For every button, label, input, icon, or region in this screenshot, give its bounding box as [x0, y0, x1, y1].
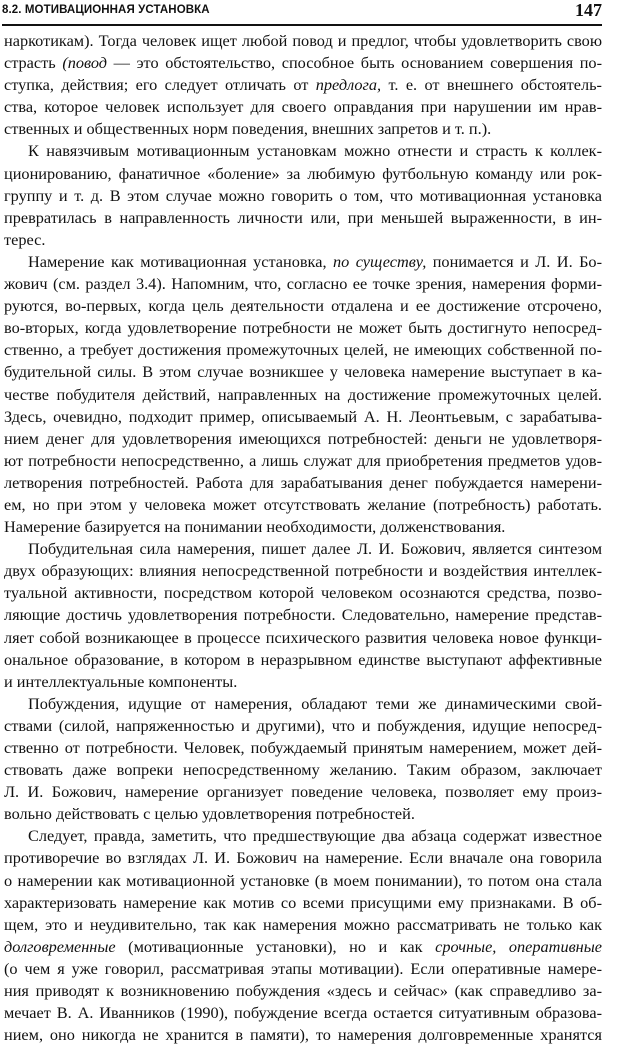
text-line	[4, 251, 602, 273]
text-line	[4, 538, 602, 560]
text-line	[4, 118, 602, 140]
italic-term: предлога,	[315, 75, 382, 95]
text-run: ступка, действия; его следует отличать от	[4, 75, 316, 95]
text-line	[4, 339, 602, 361]
text-run: во-вторых, когда удовлетворение потребности не может быть достигнуто непосред-	[4, 318, 602, 338]
text-run: и интеллектуальные компоненты.	[4, 671, 238, 691]
text-line	[4, 52, 602, 74]
text-line	[4, 627, 602, 649]
text-line	[4, 781, 602, 803]
text-run: ют потребности непосредственно, а лишь служат для приобретения предметов удов-	[4, 450, 602, 470]
text-run: ственно от потребности. Человек, побуждаемый принятым намерением, может дей-	[4, 738, 602, 757]
text-line	[4, 406, 602, 428]
text-run: Здесь, очевидно, подходит пример, описываемый А. Н. Леонтьевым, с зарабатыва-	[4, 406, 602, 426]
paragraph	[4, 251, 602, 538]
text-run: Побудительная сила намерения, пишет далее Л. И. Божович, является синтезом	[28, 539, 602, 559]
text-run: (мотивационные установки), но и как	[115, 936, 436, 956]
text-run: т. е. от внешнего обстоятель-	[381, 75, 602, 95]
text-run: ния приводят к возникновению побуждения «здесь и сейчас» (как справедливо за-	[4, 981, 602, 1001]
text-run: страсть	[4, 53, 63, 73]
text-run: — это обстоятельство, способное быть основанием совершения по-	[107, 53, 602, 73]
text-line	[4, 273, 602, 295]
text-line	[4, 96, 602, 118]
page-number: 147	[575, 0, 602, 20]
paragraph	[4, 693, 602, 826]
text-line	[4, 560, 602, 582]
text-run: противоречие во взглядах Л. И. Божович на намерение. Если вначале она говорила	[4, 848, 602, 868]
text-line	[4, 317, 602, 339]
text-line	[4, 384, 602, 406]
text-line	[4, 582, 602, 604]
text-run: (о чем я уже говорил, рассматривая этапы мотивации). Если оперативные намере-	[4, 958, 602, 978]
italic-term: (повод	[62, 53, 108, 73]
text-line	[4, 980, 602, 1002]
italic-term: долговременные	[4, 936, 116, 956]
text-run: двух образующих: влияния непосредственной потребности и воздействия интеллек-	[4, 561, 602, 581]
text-run: Л. И. Божович, намерение организует поведение человека, позволяет ему произ-	[4, 782, 602, 802]
text-line	[4, 1002, 602, 1024]
text-run: ем, но при этом у человека может отсутствовать желание (потребность) работать.	[4, 494, 602, 514]
text-run: Следует, правда, заметить, что предшествующие два абзаца содержат известное	[28, 826, 602, 846]
section-title: 8.2. МОТИВАЦИОННАЯ УСТАНОВКА	[2, 4, 210, 16]
text-run: жович (см. раздел 3.4). Напомним, что, согласно ее точке зрения, намерения форми-	[4, 274, 602, 294]
text-line	[4, 185, 602, 207]
text-run: ственно, а требует достижения промежуточных целей, не имеющих собственной по-	[4, 340, 602, 360]
text-line	[4, 825, 602, 847]
text-run: терес.	[4, 229, 46, 249]
paragraph	[4, 825, 602, 1046]
text-line	[4, 892, 602, 914]
text-line	[4, 604, 602, 626]
text-line	[4, 671, 602, 693]
text-run: наркотикам). Тогда человек ищет любой повод и предлог, чтобы удовлетворить свою	[4, 31, 602, 50]
text-line	[4, 870, 602, 892]
text-run: ствовать даже вопреки непосредственному желанию. Таким образом, заключает	[4, 760, 602, 780]
text-line	[4, 737, 602, 759]
running-header	[2, 0, 602, 24]
text-run: ляет собой возникающее в процессе психического развития человека новое функци-	[4, 627, 602, 647]
header-rule	[2, 24, 602, 26]
text-line	[4, 936, 602, 958]
text-line	[4, 229, 602, 251]
text-line	[4, 207, 602, 229]
text-line	[4, 30, 602, 52]
text-run: понимается и Л. И. Бо-	[426, 251, 602, 271]
text-run: ляющие достичь удовлетворения потребности. Следовательно, намерение представ-	[4, 605, 602, 625]
text-run: туальной активности, посредством которой человеком осознаются средства, позво-	[4, 583, 602, 603]
page-body	[4, 30, 602, 1046]
text-run: ционированию, фанатичное «боление» за любимую футбольную команду или рок-	[4, 163, 602, 183]
text-line	[4, 693, 602, 715]
text-line	[4, 163, 602, 185]
text-run: честве побудителя действий, направленных на достижение промежуточных целей.	[4, 384, 602, 404]
text-run: ональное образование, в котором в неразрывном единстве выступают аффективные	[4, 649, 602, 669]
text-line	[4, 914, 602, 936]
italic-term: срочные, оперативные	[435, 936, 602, 956]
text-run: ственных и общественных норм поведения, внешних запретов и т. п.).	[4, 119, 492, 139]
text-line	[4, 715, 602, 737]
text-run: Намерение базируется на понимании необходимости, долженствования.	[4, 517, 506, 537]
text-run: группу и т. д. В этом случае можно говорить о том, что мотивационная установка	[4, 185, 602, 205]
text-line	[4, 361, 602, 383]
text-run: о намерении как мотивационной установке (в моем понимании), то потом она стала	[4, 870, 602, 890]
text-run: мечает В. А. Иванников (1990), побуждение всегда остается ситуативным образова-	[4, 1003, 602, 1023]
text-run: К навязчивым мотивационным установкам можно отнести и страсть к коллек-	[28, 141, 602, 161]
italic-term: по существу,	[332, 251, 427, 271]
text-run: ствами (силой, напряженностью и другими), что и побуждения, идущие непосред-	[4, 715, 602, 735]
text-run: Побуждения, идущие от намерения, обладают теми же динамическими свой-	[28, 693, 602, 713]
text-run: летворения потребностей. Работа для зарабатывания денег побуждается намерени-	[4, 472, 602, 492]
text-run: будительной силы. В этом случае возникшее у человека намерение выступает в ка-	[4, 362, 602, 382]
text-run: характеризовать намерение как мотив со всеми присущими ему признаками. В об-	[4, 892, 602, 912]
paragraph	[4, 30, 602, 140]
text-line	[4, 140, 602, 162]
text-line	[4, 803, 602, 825]
text-run: руются, во-первых, когда цель деятельности отдалена и ее достижение отсрочено,	[4, 296, 602, 316]
text-line	[4, 847, 602, 869]
text-run: вольно действовать с целью удовлетворения потребностей.	[4, 804, 415, 824]
paragraph	[4, 140, 602, 250]
text-line	[4, 649, 602, 671]
text-line	[4, 472, 602, 494]
text-line	[4, 295, 602, 317]
text-line	[4, 1024, 602, 1046]
text-run: ства, которое человек использует для своего оправдания при нарушении им нрав-	[4, 97, 602, 117]
text-line	[4, 450, 602, 472]
text-line	[4, 428, 602, 450]
text-run: нием денег для удовлетворения имеющихся потребностей: деньги не удовлетворя-	[4, 428, 602, 448]
text-line	[4, 759, 602, 781]
paragraph	[4, 538, 602, 693]
text-run: Намерение как мотивационная установка,	[28, 251, 333, 271]
text-run: щем, это и неудивительно, так как намерения можно рассматривать не только как	[4, 914, 602, 934]
text-run: нием, оно никогда не хранится в памяти), то намерения долговременные хранятся	[4, 1025, 602, 1045]
text-run: превратилась в направленность личности или, при меньшей выраженности, в ин-	[4, 207, 602, 227]
text-line	[4, 494, 602, 516]
text-line	[4, 74, 602, 96]
text-line	[4, 516, 602, 538]
